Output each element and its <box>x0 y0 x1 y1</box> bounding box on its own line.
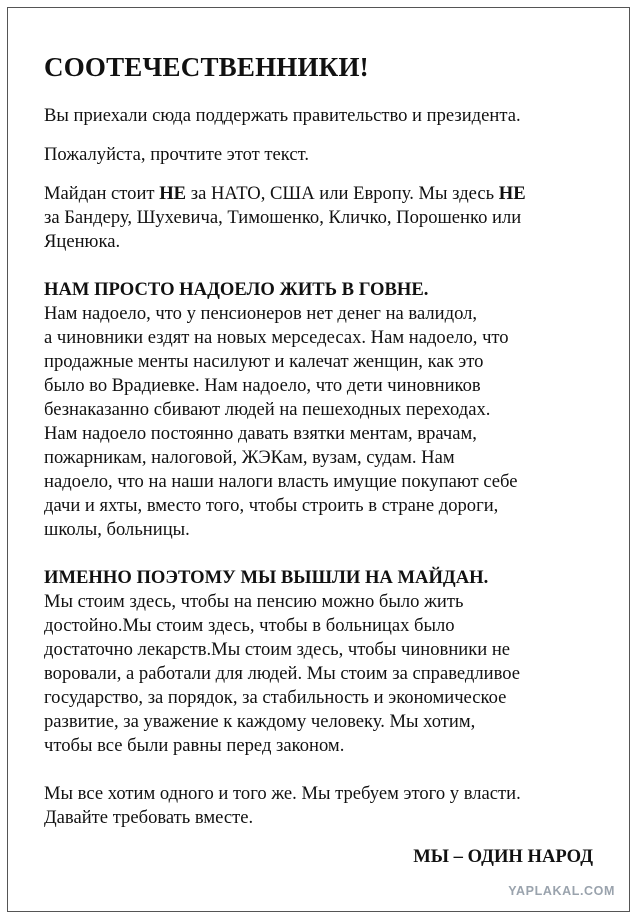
text-line: дачи и яхты, вместо того, чтобы строить в стране дороги, <box>44 495 499 516</box>
text-line: достаточно лекарств.Мы стоим здесь, чтобы чиновники не <box>44 639 511 660</box>
text-line: было во Врадиевке. Нам надоело, что дети чиновников <box>44 375 481 396</box>
text-line: развитие, за уважение к каждому человеку. Мы хотим, <box>44 711 476 732</box>
please-read-paragraph: Пожалуйста, прочтите этот текст. <box>44 144 309 165</box>
section-heading: ИМЕННО ПОЭТОМУ МЫ ВЫШЛИ НА МАЙДАН. <box>44 567 489 588</box>
section-fed-up <box>44 278 604 542</box>
section-why-maidan <box>44 566 604 758</box>
section-heading: НАМ ПРОСТО НАДОЕЛО ЖИТЬ В ГОВНЕ. <box>44 279 429 300</box>
text-line: пожарникам, налоговой, ЖЭКам, вузам, судам. Нам <box>44 447 455 468</box>
maidan-text-2: за НАТО, США или Европу. Мы здесь <box>186 183 499 204</box>
emphasis-ne-1: НЕ <box>159 183 187 204</box>
text-line: Мы стоим здесь, чтобы на пенсию можно было жить <box>44 591 464 612</box>
closing-paragraph <box>44 782 604 830</box>
page-title: СООТЕЧЕСТВЕННИКИ! <box>44 52 369 82</box>
text-line: Мы все хотим одного и того же. Мы требуем этого у власти. <box>44 783 521 804</box>
text-line: достойно.Мы стоим здесь, чтобы в больницах было <box>44 615 455 636</box>
text-line: а чиновники ездят на новых мерседесах. Нам надоело, что <box>44 327 509 348</box>
maidan-text-3: за Бандеру, Шухевича, Тимошенко, Кличко, Порошенко или <box>44 207 522 228</box>
section-paragraph <box>44 302 604 542</box>
text-line: школы, больницы. <box>44 519 190 540</box>
maidan-paragraph <box>44 182 604 254</box>
section-paragraph <box>44 590 604 758</box>
maidan-text-4: Яценюка. <box>44 231 121 252</box>
leaflet-body <box>44 52 604 830</box>
signature: МЫ – ОДИН НАРОД <box>413 846 593 867</box>
text-line: чтобы все были равны перед законом. <box>44 735 345 756</box>
text-line: Нам надоело, что у пенсионеров нет денег на валидол, <box>44 303 478 324</box>
watermark: YAPLAKAL.COM <box>508 884 615 898</box>
text-line: продажные менты насилуют и калечат женщин, как это <box>44 351 484 372</box>
text-line: Давайте требовать вместе. <box>44 807 254 828</box>
text-line: надоело, что на наши налоги власть имущие покупают себе <box>44 471 518 492</box>
text-line: воровали, а работали для людей. Мы стоим за справедливое <box>44 663 521 684</box>
text-line: государство, за порядок, за стабильность и экономическое <box>44 687 507 708</box>
intro-paragraph: Вы приехали сюда поддержать правительство и президента. <box>44 105 521 126</box>
text-line: Нам надоело постоянно давать взятки ментам, врачам, <box>44 423 477 444</box>
text-line: безнаказанно сбивают людей на пешеходных переходах. <box>44 399 491 420</box>
maidan-text-1: Майдан стоит <box>44 183 160 204</box>
emphasis-ne-2: НЕ <box>498 183 526 204</box>
